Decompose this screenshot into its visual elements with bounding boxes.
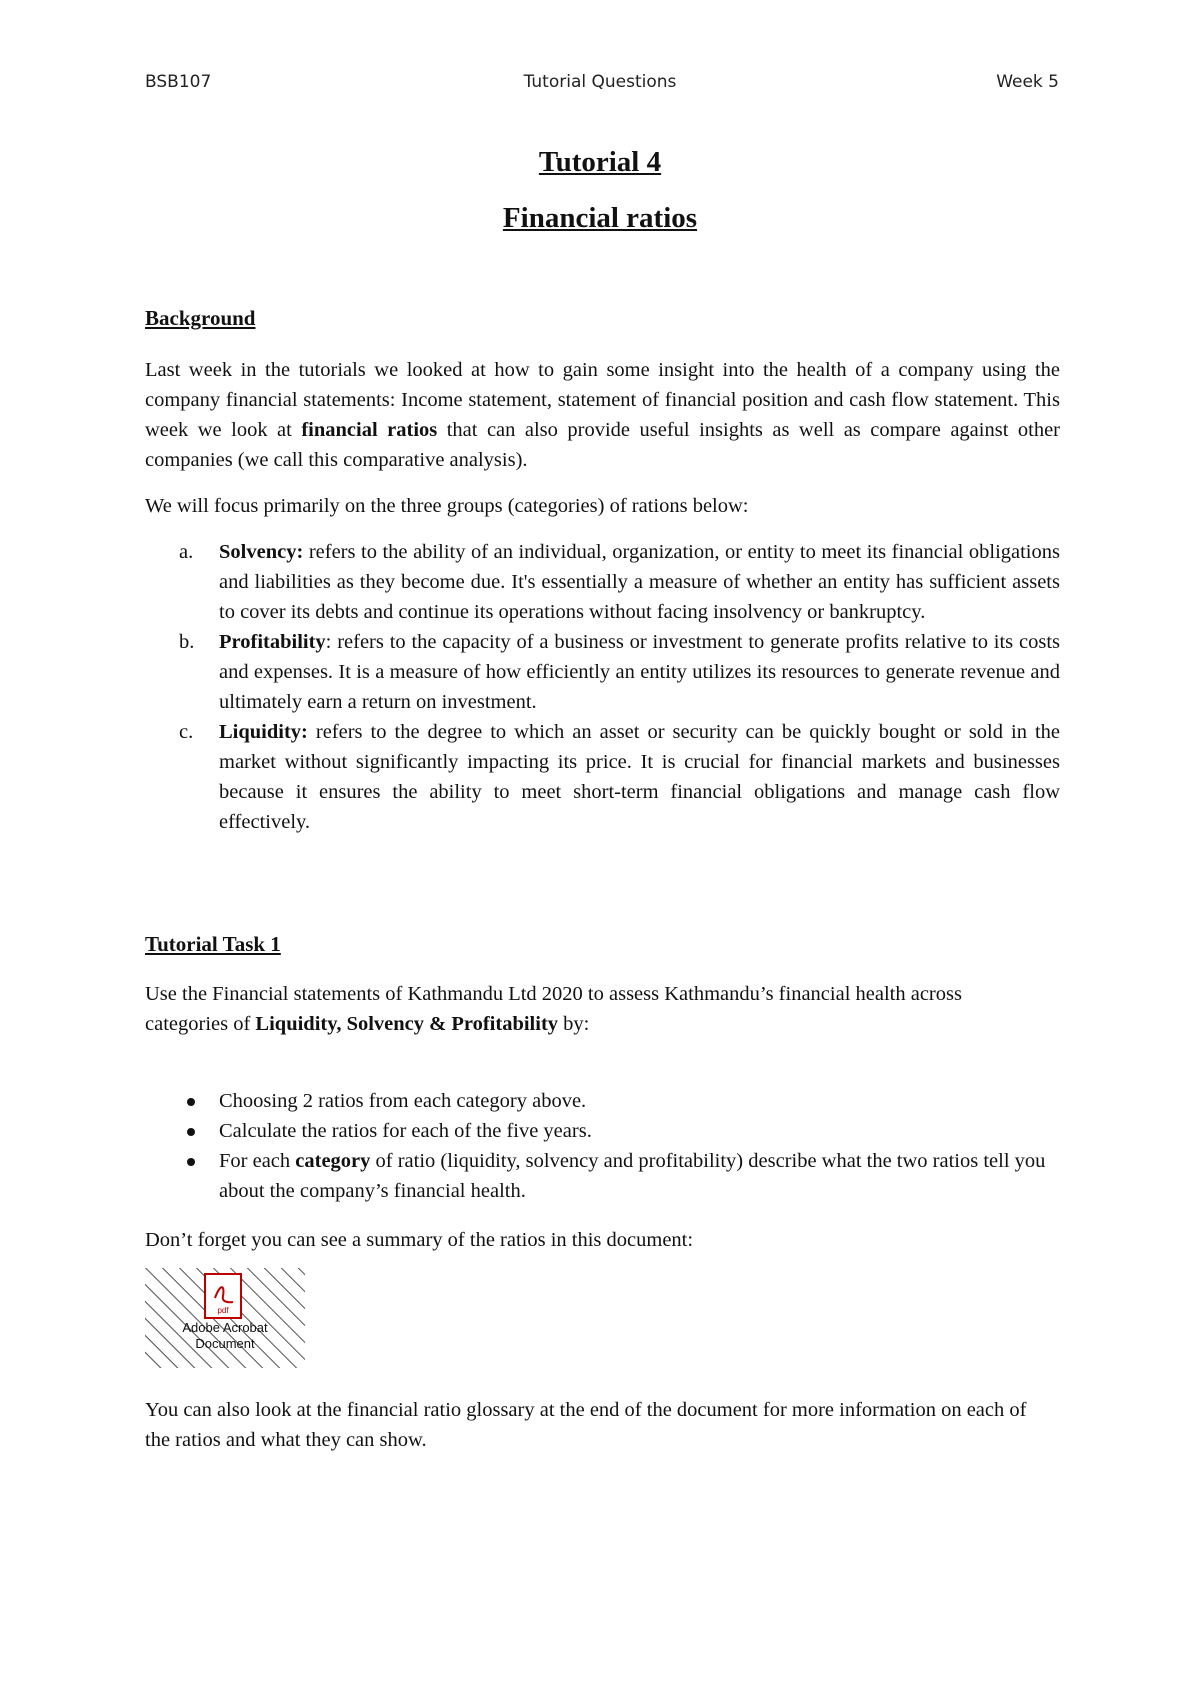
solvency-definition: refers to the ability of an individual, organization, or entity to meet its financial obligations and liabilities as they become due. It's essentially a measure of whether an entity has sufficient assets to cover its debts and continue its operations without facing insolvency or bankruptcy. xyxy=(219,541,1060,623)
background-text-1: Last week in the tutorials we looked at how to gain some insight into the health of a company using the company financial statements: Income statement, statement of financial position and cash flow statement. This week we look at xyxy=(145,359,1060,441)
categories-intro: We will focus primarily on the three groups (categories) of rations below: xyxy=(145,495,749,517)
attachment-hatch-background xyxy=(145,1268,305,1368)
bullet-item xyxy=(145,1116,1060,1146)
bullet-bold: category xyxy=(295,1150,371,1172)
header-course-code: BSB107 xyxy=(145,72,212,92)
task1-intro-bold: Liquidity, Solvency & Profitability xyxy=(255,1013,559,1035)
bullet-dot-icon xyxy=(187,1128,195,1136)
bullet-text: For each xyxy=(219,1150,296,1172)
tutorial-title: Tutorial 4 xyxy=(538,146,662,178)
attachment-label-line: Document xyxy=(195,1336,255,1351)
pdf-badge: pdf xyxy=(217,1306,229,1315)
background-heading: Background xyxy=(145,306,256,330)
list-marker: a. xyxy=(179,541,194,563)
liquidity-definition: refers to the degree to which an asset or security can be quickly bought or sold in the market without significantly impacting its price. It is crucial for financial markets and businesses because it ensures the ability to meet short-term financial obligations and manage cash flow effectively. xyxy=(219,721,1060,833)
background-paragraph xyxy=(145,355,1060,475)
list-item-liquidity xyxy=(145,717,1060,837)
embedded-pdf-attachment[interactable] xyxy=(145,1268,305,1368)
bullet-dot-icon xyxy=(187,1098,195,1106)
term-profitability: Profitability xyxy=(219,631,326,653)
attachment-label-line: Adobe Acrobat xyxy=(182,1320,268,1335)
pdf-document-icon xyxy=(205,1274,241,1318)
term-liquidity: Liquidity: xyxy=(219,721,308,743)
list-marker: b. xyxy=(179,631,195,653)
bullet-item xyxy=(145,1086,1060,1116)
task1-bullet-list xyxy=(145,1086,1060,1206)
bullet-dot-icon xyxy=(187,1158,195,1166)
list-item-profitability xyxy=(145,627,1060,717)
background-bold-term: financial ratios xyxy=(301,419,438,441)
term-solvency: Solvency: xyxy=(219,541,304,563)
profitability-definition: : refers to the capacity of a business or investment to generate profits relative to its costs and expenses. It is a measure of how efficiently an entity utilizes its resources to generate revenue and ultimately earn a return on investment. xyxy=(219,631,1060,713)
header-doc-type: Tutorial Questions xyxy=(523,72,677,92)
bullet-text: of ratio (liquidity, solvency and profitability) describe what the two ratios tell you about the company’s financial health. xyxy=(219,1150,1046,1202)
summary-reminder: Don’t forget you can see a summary of the ratios in this document: xyxy=(145,1229,694,1251)
bullet-item xyxy=(145,1146,1060,1206)
attachment-label xyxy=(145,1320,305,1352)
list-item-solvency xyxy=(145,537,1060,627)
task1-intro-text-1: Use the Financial statements of Kathmandu Ltd 2020 to assess Kathmandu’s financial health across categories of xyxy=(145,983,962,1035)
glossary-note: You can also look at the financial ratio glossary at the end of the document for more information on each of the ratios and what they can show. xyxy=(145,1399,1027,1451)
ratio-category-list xyxy=(145,537,1060,837)
header-week: Week 5 xyxy=(996,72,1059,92)
background-text-2: that can also provide useful insights as well as compare against other companies (we call this comparative analysis). xyxy=(145,419,1060,471)
task1-intro xyxy=(145,979,1045,1039)
list-marker: c. xyxy=(179,721,194,743)
bullet-text: Choosing 2 ratios from each category above. xyxy=(219,1090,587,1112)
task1-intro-text-2: by: xyxy=(558,1013,590,1035)
bullet-text: Calculate the ratios for each of the five years. xyxy=(219,1120,592,1142)
topic-title: Financial ratios xyxy=(502,202,698,234)
task1-heading: Tutorial Task 1 xyxy=(145,932,281,956)
